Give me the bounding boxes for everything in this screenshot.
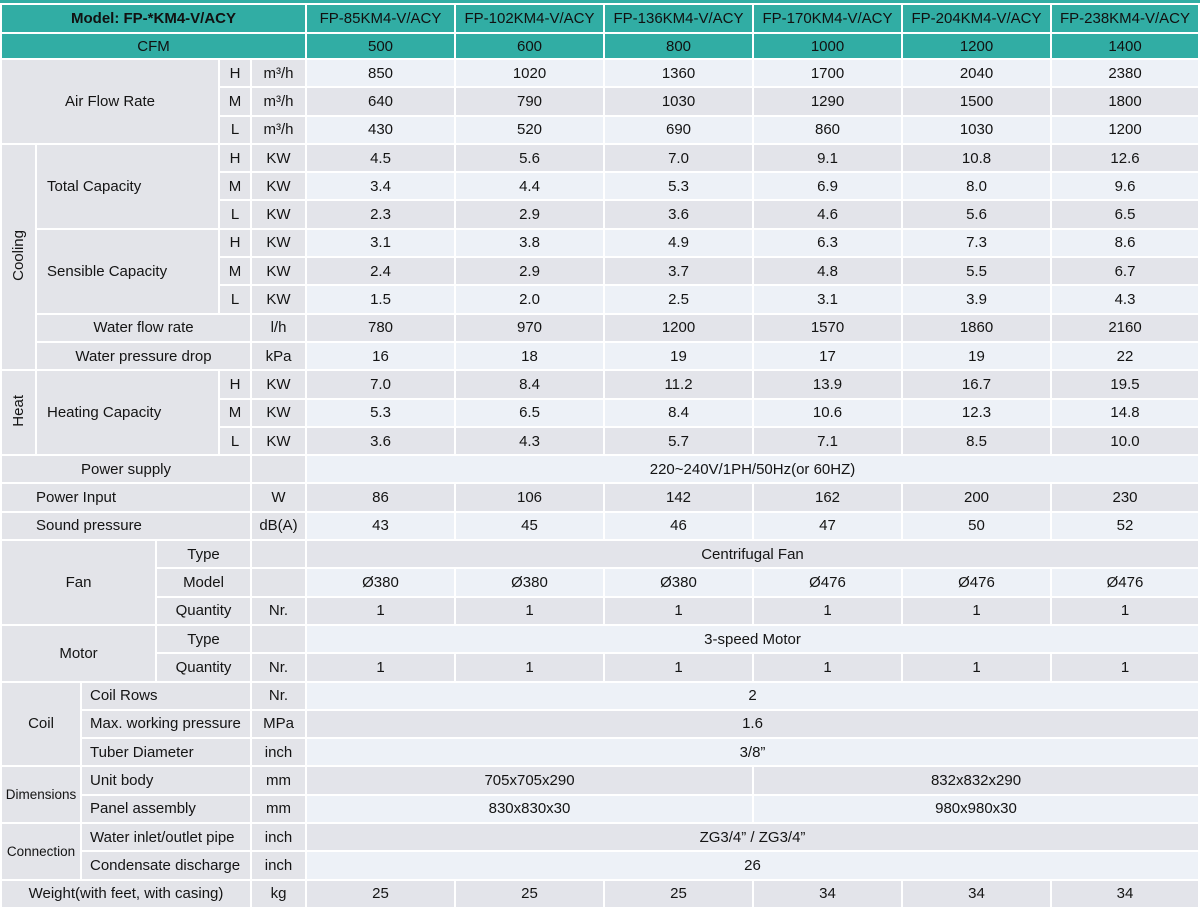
value-cell: 16.7 xyxy=(903,371,1050,397)
value-cell: 7.0 xyxy=(605,145,752,171)
value-cell: 86 xyxy=(307,484,454,510)
table-row xyxy=(2,371,1198,397)
table-row xyxy=(2,598,1198,624)
unit-label: inch xyxy=(252,739,305,765)
value-cell: 2160 xyxy=(1052,315,1198,341)
unit-label: dB(A) xyxy=(252,513,305,539)
value-cell: 6.9 xyxy=(754,173,901,199)
value-cell: 1700 xyxy=(754,60,901,86)
value-cell: 19.5 xyxy=(1052,371,1198,397)
value-cell: 1 xyxy=(307,598,454,624)
max-working-pressure-label: Max. working pressure xyxy=(82,711,250,737)
value-cell: 18 xyxy=(456,343,603,369)
value-cell: 142 xyxy=(605,484,752,510)
table-row xyxy=(2,683,1198,709)
value-cell: 3.9 xyxy=(903,286,1050,312)
value-cell: 1 xyxy=(754,598,901,624)
speed-label: H xyxy=(220,230,250,256)
value-cell: 230 xyxy=(1052,484,1198,510)
power-supply-label: Power supply xyxy=(2,456,250,482)
unit-label: m³/h xyxy=(252,88,305,114)
value-cell: 860 xyxy=(754,117,901,143)
value-cell: 10.0 xyxy=(1052,428,1198,454)
value-cell: 1 xyxy=(605,654,752,680)
value-cell: 2040 xyxy=(903,60,1050,86)
value-cell: 2.5 xyxy=(605,286,752,312)
value-cell: 200 xyxy=(903,484,1050,510)
value-cell: 8.6 xyxy=(1052,230,1198,256)
unit-label xyxy=(252,541,305,567)
unit-label: mm xyxy=(252,796,305,822)
unit-label: MPa xyxy=(252,711,305,737)
value-cell: 2380 xyxy=(1052,60,1198,86)
column-header: FP-204KM4-V/ACY xyxy=(903,5,1050,32)
panel-assembly-value-small: 830x830x30 xyxy=(307,796,752,822)
value-cell: 162 xyxy=(754,484,901,510)
cfm-value: 1000 xyxy=(754,34,901,58)
value-cell: 1030 xyxy=(903,117,1050,143)
value-cell: 25 xyxy=(307,881,454,907)
speed-label: M xyxy=(220,400,250,426)
value-cell: 2.3 xyxy=(307,201,454,227)
unit-label: KW xyxy=(252,230,305,256)
value-cell: 5.3 xyxy=(605,173,752,199)
unit-label: Nr. xyxy=(252,654,305,680)
value-cell: 46 xyxy=(605,513,752,539)
unit-label xyxy=(252,569,305,595)
table-row xyxy=(2,145,1198,171)
value-cell: 12.3 xyxy=(903,400,1050,426)
column-header: FP-102KM4-V/ACY xyxy=(456,5,603,32)
spec-table xyxy=(0,3,1200,909)
value-cell: Ø476 xyxy=(903,569,1050,595)
unit-label: W xyxy=(252,484,305,510)
value-cell: 22 xyxy=(1052,343,1198,369)
speed-label: L xyxy=(220,201,250,227)
value-cell: 1030 xyxy=(605,88,752,114)
value-cell: 690 xyxy=(605,117,752,143)
cfm-value: 800 xyxy=(605,34,752,58)
motor-type-value: 3-speed Motor xyxy=(307,626,1198,652)
column-header: FP-85KM4-V/ACY xyxy=(307,5,454,32)
table-row xyxy=(2,824,1198,850)
value-cell: 1800 xyxy=(1052,88,1198,114)
value-cell: 3.8 xyxy=(456,230,603,256)
value-cell: 3.1 xyxy=(307,230,454,256)
value-cell: 10.8 xyxy=(903,145,1050,171)
speed-label: M xyxy=(220,258,250,284)
column-header: FP-238KM4-V/ACY xyxy=(1052,5,1198,32)
value-cell: 25 xyxy=(605,881,752,907)
weight-label: Weight(with feet, with casing) xyxy=(2,881,250,907)
speed-label: H xyxy=(220,60,250,86)
condensate-discharge-label: Condensate discharge xyxy=(82,852,250,878)
value-cell: 12.6 xyxy=(1052,145,1198,171)
section-label-motor: Motor xyxy=(2,626,155,681)
value-cell: 52 xyxy=(1052,513,1198,539)
value-cell: 19 xyxy=(903,343,1050,369)
speed-label: L xyxy=(220,428,250,454)
value-cell: 640 xyxy=(307,88,454,114)
unit-label: KW xyxy=(252,258,305,284)
table-row xyxy=(2,541,1198,567)
value-cell: 1 xyxy=(903,598,1050,624)
table-row xyxy=(2,626,1198,652)
value-cell: 50 xyxy=(903,513,1050,539)
table-row xyxy=(2,60,1198,86)
unit-label: Nr. xyxy=(252,598,305,624)
tube-diameter-label: Tuber Diameter xyxy=(82,739,250,765)
value-cell: Ø380 xyxy=(307,569,454,595)
fan-type-value: Centrifugal Fan xyxy=(307,541,1198,567)
value-cell: 8.4 xyxy=(605,400,752,426)
cfm-value: 1400 xyxy=(1052,34,1198,58)
table-row xyxy=(2,711,1198,737)
sensible-capacity-label: Sensible Capacity xyxy=(37,230,218,313)
value-cell: 1 xyxy=(605,598,752,624)
value-cell: 850 xyxy=(307,60,454,86)
value-cell: 34 xyxy=(754,881,901,907)
unit-body-value-large: 832x832x290 xyxy=(754,767,1198,793)
value-cell: 2.4 xyxy=(307,258,454,284)
table-row xyxy=(2,230,1198,256)
value-cell: 7.1 xyxy=(754,428,901,454)
value-cell: 5.6 xyxy=(903,201,1050,227)
value-cell: 520 xyxy=(456,117,603,143)
unit-label: KW xyxy=(252,201,305,227)
table-row xyxy=(2,569,1198,595)
value-cell: 790 xyxy=(456,88,603,114)
value-cell: 8.5 xyxy=(903,428,1050,454)
value-cell: 106 xyxy=(456,484,603,510)
total-capacity-label: Total Capacity xyxy=(37,145,218,228)
unit-label xyxy=(252,456,305,482)
value-cell: 970 xyxy=(456,315,603,341)
sound-pressure-label: Sound pressure xyxy=(2,513,250,539)
speed-label: M xyxy=(220,173,250,199)
value-cell: 10.6 xyxy=(754,400,901,426)
value-cell: 2.9 xyxy=(456,258,603,284)
cfm-value: 600 xyxy=(456,34,603,58)
fan-model-label: Model xyxy=(157,569,250,595)
unit-label: KW xyxy=(252,145,305,171)
value-cell: 1200 xyxy=(1052,117,1198,143)
value-cell: 47 xyxy=(754,513,901,539)
coil-rows-value: 2 xyxy=(307,683,1198,709)
value-cell: Ø380 xyxy=(605,569,752,595)
table-row xyxy=(2,767,1198,793)
value-cell: 43 xyxy=(307,513,454,539)
value-cell: 34 xyxy=(903,881,1050,907)
panel-assembly-value-large: 980x980x30 xyxy=(754,796,1198,822)
value-cell: 14.8 xyxy=(1052,400,1198,426)
value-cell: 6.5 xyxy=(456,400,603,426)
table-row xyxy=(2,315,1198,341)
power-input-label: Power Input xyxy=(2,484,250,510)
value-cell: 5.7 xyxy=(605,428,752,454)
column-header: FP-136KM4-V/ACY xyxy=(605,5,752,32)
table-row xyxy=(2,852,1198,878)
table-row xyxy=(2,343,1198,369)
value-cell: 4.5 xyxy=(307,145,454,171)
value-cell: 13.9 xyxy=(754,371,901,397)
speed-label: H xyxy=(220,371,250,397)
model-title-cell: Model: FP-*KM4-V/ACY xyxy=(2,5,305,32)
value-cell: 5.6 xyxy=(456,145,603,171)
tube-diameter-value: 3/8” xyxy=(307,739,1198,765)
table-row xyxy=(2,796,1198,822)
value-cell: 11.2 xyxy=(605,371,752,397)
value-cell: 1 xyxy=(903,654,1050,680)
unit-label: KW xyxy=(252,428,305,454)
value-cell: 7.3 xyxy=(903,230,1050,256)
value-cell: 4.3 xyxy=(456,428,603,454)
unit-label: KW xyxy=(252,173,305,199)
value-cell: 3.4 xyxy=(307,173,454,199)
value-cell: Ø380 xyxy=(456,569,603,595)
value-cell: 34 xyxy=(1052,881,1198,907)
table-row xyxy=(2,5,1198,32)
value-cell: 4.3 xyxy=(1052,286,1198,312)
value-cell: 4.8 xyxy=(754,258,901,284)
value-cell: 3.1 xyxy=(754,286,901,312)
value-cell: 6.3 xyxy=(754,230,901,256)
value-cell: 1360 xyxy=(605,60,752,86)
value-cell: 1.5 xyxy=(307,286,454,312)
section-label-dimensions: Dimensions xyxy=(2,767,80,822)
unit-label: kg xyxy=(252,881,305,907)
cfm-value: 500 xyxy=(307,34,454,58)
fan-quantity-label: Quantity xyxy=(157,598,250,624)
unit-label: m³/h xyxy=(252,117,305,143)
value-cell: 1 xyxy=(1052,598,1198,624)
max-working-pressure-value: 1.6 xyxy=(307,711,1198,737)
section-label-coil: Coil xyxy=(2,683,80,766)
speed-label: M xyxy=(220,88,250,114)
section-label-connection: Connection xyxy=(2,824,80,879)
motor-quantity-label: Quantity xyxy=(157,654,250,680)
section-label-cooling: Cooling xyxy=(2,145,35,369)
value-cell: 1570 xyxy=(754,315,901,341)
value-cell: 1020 xyxy=(456,60,603,86)
value-cell: 17 xyxy=(754,343,901,369)
value-cell: 5.5 xyxy=(903,258,1050,284)
value-cell: 7.0 xyxy=(307,371,454,397)
value-cell: 16 xyxy=(307,343,454,369)
value-cell: 5.3 xyxy=(307,400,454,426)
value-cell: Ø476 xyxy=(754,569,901,595)
cfm-value: 1200 xyxy=(903,34,1050,58)
unit-label: KW xyxy=(252,371,305,397)
value-cell: 3.7 xyxy=(605,258,752,284)
fan-type-label: Type xyxy=(157,541,250,567)
coil-rows-label: Coil Rows xyxy=(82,683,250,709)
value-cell: 2.0 xyxy=(456,286,603,312)
water-inlet-outlet-value: ZG3/4” / ZG3/4” xyxy=(307,824,1198,850)
value-cell: 19 xyxy=(605,343,752,369)
value-cell: 4.4 xyxy=(456,173,603,199)
table-row xyxy=(2,34,1198,58)
unit-label: Nr. xyxy=(252,683,305,709)
value-cell: 6.5 xyxy=(1052,201,1198,227)
value-cell: 3.6 xyxy=(605,201,752,227)
water-pressure-drop-label: Water pressure drop xyxy=(37,343,250,369)
value-cell: 1 xyxy=(456,598,603,624)
unit-label: KW xyxy=(252,286,305,312)
value-cell: 1500 xyxy=(903,88,1050,114)
unit-label: l/h xyxy=(252,315,305,341)
panel-assembly-label: Panel assembly xyxy=(82,796,250,822)
value-cell: 45 xyxy=(456,513,603,539)
value-cell: 8.4 xyxy=(456,371,603,397)
unit-label: m³/h xyxy=(252,60,305,86)
value-cell: Ø476 xyxy=(1052,569,1198,595)
value-cell: 1 xyxy=(307,654,454,680)
value-cell: 780 xyxy=(307,315,454,341)
air-flow-rate-label: Air Flow Rate xyxy=(2,60,218,143)
unit-label xyxy=(252,626,305,652)
table-row xyxy=(2,456,1198,482)
motor-type-label: Type xyxy=(157,626,250,652)
speed-label: L xyxy=(220,286,250,312)
unit-label: mm xyxy=(252,767,305,793)
table-row xyxy=(2,484,1198,510)
value-cell: 1 xyxy=(754,654,901,680)
value-cell: 25 xyxy=(456,881,603,907)
section-label-fan: Fan xyxy=(2,541,155,624)
value-cell: 430 xyxy=(307,117,454,143)
value-cell: 1 xyxy=(456,654,603,680)
value-cell: 9.1 xyxy=(754,145,901,171)
condensate-discharge-value: 26 xyxy=(307,852,1198,878)
table-row xyxy=(2,739,1198,765)
value-cell: 9.6 xyxy=(1052,173,1198,199)
table-row xyxy=(2,881,1198,907)
unit-label: inch xyxy=(252,824,305,850)
heating-capacity-label: Heating Capacity xyxy=(37,371,218,454)
water-inlet-outlet-label: Water inlet/outlet pipe xyxy=(82,824,250,850)
value-cell: 4.9 xyxy=(605,230,752,256)
water-flow-rate-label: Water flow rate xyxy=(37,315,250,341)
value-cell: 4.6 xyxy=(754,201,901,227)
cfm-label-cell: CFM xyxy=(2,34,305,58)
section-label-heat: Heat xyxy=(2,371,35,454)
unit-body-label: Unit body xyxy=(82,767,250,793)
table-row xyxy=(2,654,1198,680)
value-cell: 3.6 xyxy=(307,428,454,454)
unit-body-value-small: 705x705x290 xyxy=(307,767,752,793)
value-cell: 1200 xyxy=(605,315,752,341)
unit-label: inch xyxy=(252,852,305,878)
value-cell: 2.9 xyxy=(456,201,603,227)
power-supply-value: 220~240V/1PH/50Hz(or 60HZ) xyxy=(307,456,1198,482)
value-cell: 6.7 xyxy=(1052,258,1198,284)
column-header: FP-170KM4-V/ACY xyxy=(754,5,901,32)
unit-label: kPa xyxy=(252,343,305,369)
speed-label: L xyxy=(220,117,250,143)
value-cell: 1860 xyxy=(903,315,1050,341)
unit-label: KW xyxy=(252,400,305,426)
speed-label: H xyxy=(220,145,250,171)
table-row xyxy=(2,513,1198,539)
value-cell: 1 xyxy=(1052,654,1198,680)
value-cell: 1290 xyxy=(754,88,901,114)
value-cell: 8.0 xyxy=(903,173,1050,199)
